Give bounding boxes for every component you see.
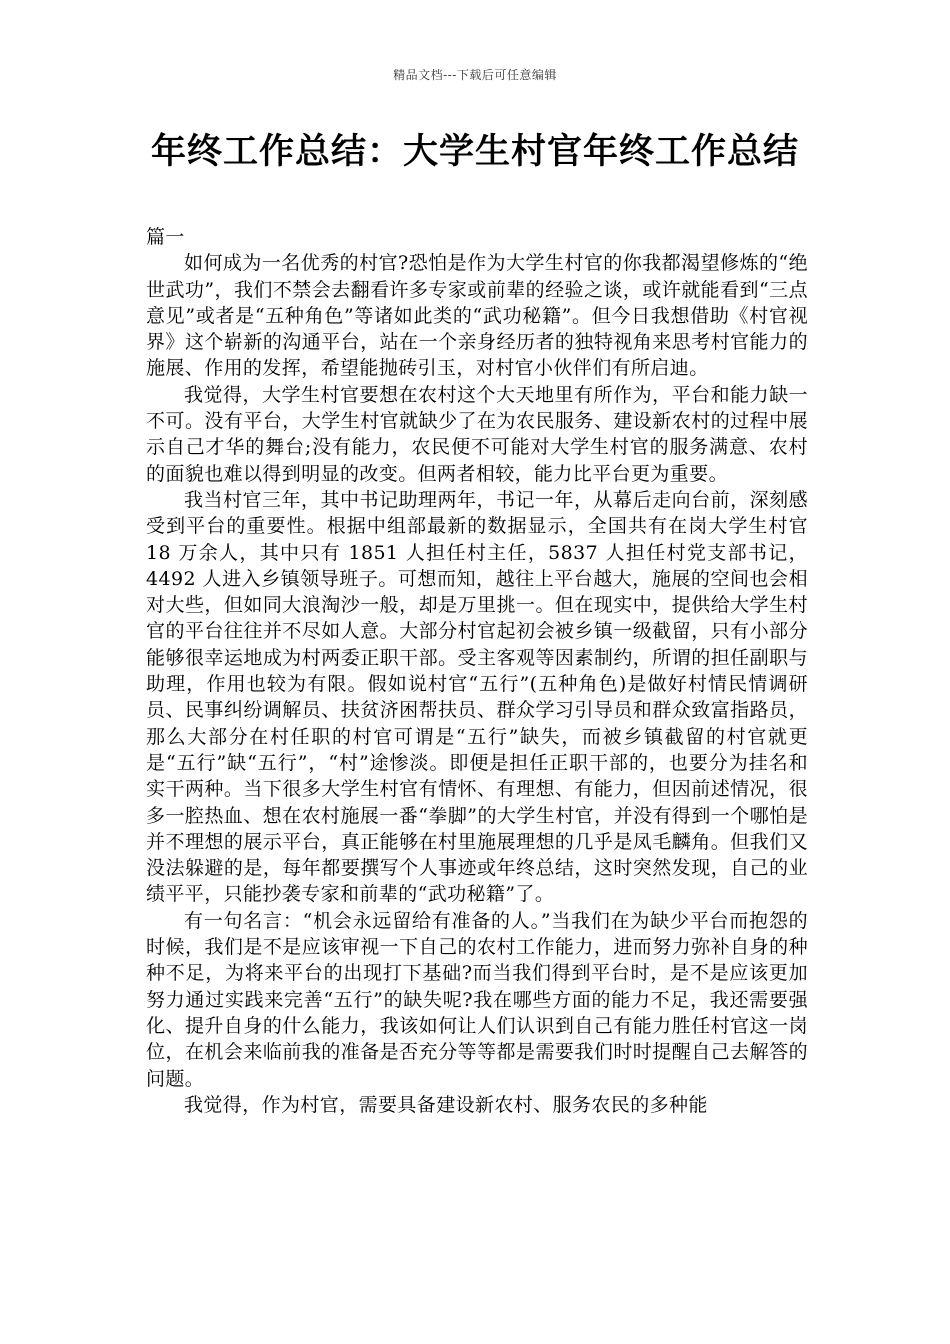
paragraph-2: 我觉得，大学生村官要想在农村这个大天地里有所作为，平台和能力缺一不可。没有平台，大学生村官就缺少了在为农民服务、建设新农村的过程中展示自己才华的舞台;没有能力，农民便不可能对大学生村官的服务满意、农村的面貌也难以得到明显的改变。但两者相较，能力比平台更为重要。 <box>146 383 808 485</box>
paragraph-5: 我觉得，作为村官，需要具备建设新农村、服务农民的多种能 <box>184 1093 708 1116</box>
paragraph-4: 有一句名言：“机会永远留给有准备的人。”当我们在为缺少平台而抱怨的时候，我们是不是应该审视一下自己的农村工作能力，进而努力弥补自身的种种不足，为将来平台的出现打下基础?而当我们得到平台时，是不是应该更加努力通过实践来完善“五行”的缺失呢?我在哪些方面的能力不足，我还需要强化、提升自身的什么能力，我该如何让人们认识到自己有能力胜任村官这一岗位，在机会来临前我的准备是否充分等等都是需要我们时时提醒自己去解答的问题。 <box>146 909 808 1090</box>
document-body <box>146 224 808 1118</box>
header-note: 精品文档---下载后可任意编辑 <box>393 68 557 82</box>
paragraph-1: 如何成为一名优秀的村官?恐怕是作为大学生村官的你我都渴望修炼的“绝世武功”，我们不禁会去翻看许多专家或前辈的经验之谈，或许就能看到“三点意见”或者是“五种角色”等诸如此类的“武功秘籍”。但今日我想借助《村官视界》这个崭新的沟通平台，站在一个亲身经历者的独特视角来思考村官能力的施展、作用的发挥，希望能抛砖引玉，对村官小伙伴们有所启迪。 <box>146 252 808 380</box>
document-title: 年终工作总结：大学生村官年终工作总结 <box>150 132 799 172</box>
section-label: 篇一 <box>146 226 185 248</box>
paragraph-3: 我当村官三年，其中书记助理两年，书记一年，从幕后走向台前，深刻感受到平台的重要性。根据中组部最新的数据显示，全国共有在岗大学生村官 18 万余人，其中只有 1851 人担任村主任，5837 人担任村党支部书记，4492 人进入乡镇领导班子。可想而知，越往上平台越大，施展的空间也会相对大些，但如同大浪淘沙一般，却是万里挑一。但在现实中，提供给大学生村官的平台往往并不尽如人意。大部分村官起初会被乡镇一级截留，只有小部分能够很幸运地成为村两委正职干部。受主客观等因素制约，所谓的担任副职与助理，作用也较为有限。假如说村官“五行”(五种角色)是做好村情民情调研员、民事纠纷调解员、扶贫济困帮扶员、群众学习引导员和群众致富指路员，那么大部分在村任职的村官可谓是“五行”缺失，而被乡镇截留的村官就更是“五行”缺“五行”，“村”途惨淡。即便是担任正职干部的，也要分为挂名和实干两种。当下很多大学生村官有情怀、有理想、有能力，但因前述情况，很多一腔热血、想在农村施展一番“拳脚”的大学生村官，并没有得到一个哪怕是并不理想的展示平台，真正能够在村里施展理想的几乎是凤毛麟角。但我们又没法躲避的是，每年都要撰写个人事迹或年终总结，这时突然发现，自己的业绩平平，只能抄袭专家和前辈的“武功秘籍”了。 <box>146 488 808 906</box>
